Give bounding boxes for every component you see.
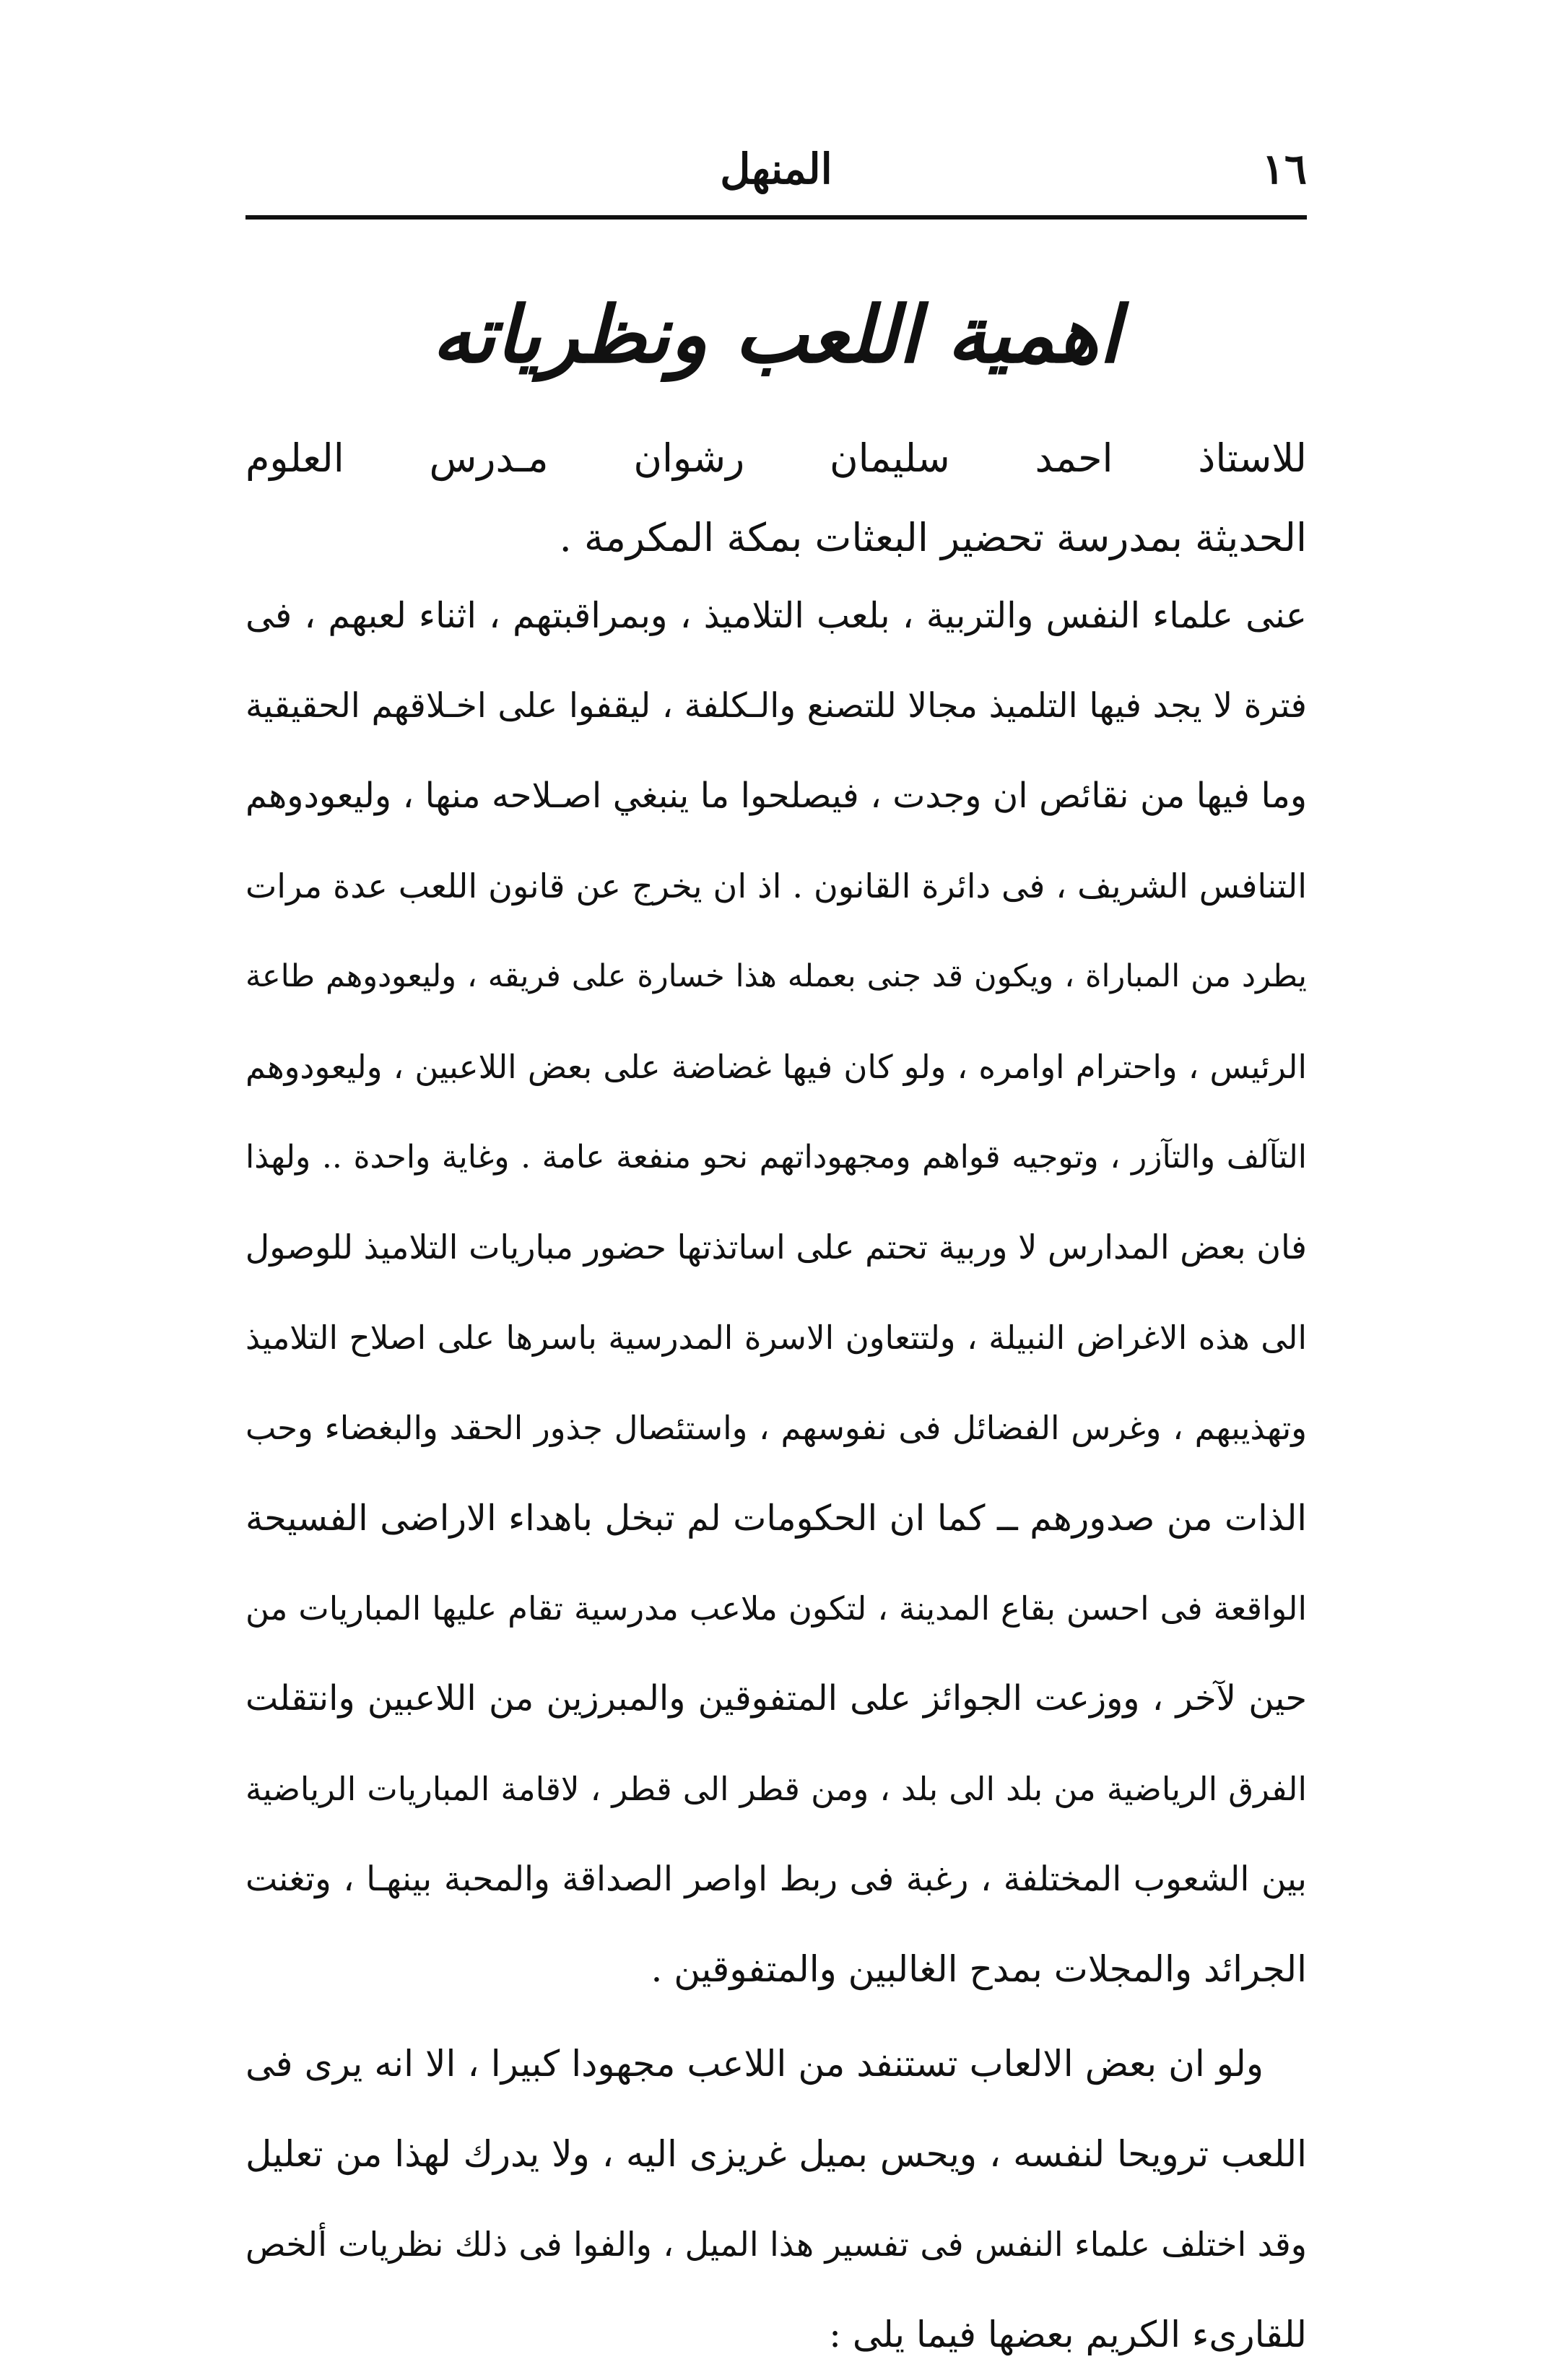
text-line: الجرائد والمجلات بمدح الغالبين والمتفوقين . — [651, 1948, 1307, 1990]
text-line: الرئيس ، واحترام اوامره ، ولو كان فيها غضاضة على بعض اللاعبين ، وليعودوهم — [245, 1048, 1307, 1086]
text-line: وما فيها من نقائص ان وجدت ، فيصلحوا ما ينبغي اصـلاحه منها ، وليعودوهم — [245, 776, 1308, 816]
text-line: التآلف والتآزر ، وتوجيه قواهم ومجهوداتهم نحو منفعة عامة . وغاية واحدة .. ولهذا — [245, 1139, 1307, 1176]
byline — [245, 419, 1307, 578]
text-line: الواقعة فى احسن بقاع المدينة ، لتكون ملاعب مدرسية تقام عليها المباريات من — [245, 1589, 1307, 1628]
text-line: عنى علماء النفس والتربية ، بلعب التلاميذ ، وبمراقبتهم ، اثناء لعبهم ، فى — [245, 595, 1307, 636]
text-line: الذات من صدورهم ــ كما ان الحكومات لم تبخل باهداء الاراضى الفسيحة — [245, 1498, 1307, 1539]
text-line: فترة لا يجد فيها التلميذ مجالا للتصنع والـكلفة ، ليقفوا على اخـلاقهم الحقيقية — [245, 686, 1307, 726]
text-line: ولو ان بعض الالعاب تستنفد من اللاعب مجهودا كبيرا ، الا انه يرى فى — [245, 2043, 1264, 2085]
journal-name: المنهل — [720, 144, 832, 194]
text-line: وقد اختلف علماء النفس فى تفسير هذا الميل ، والفوا فى ذلك نظريات ألخص — [245, 2225, 1307, 2264]
text-line: التنافس الشريف ، فى دائرة القانون . اذ ان يخرج عن قانون اللعب عدة مرات — [245, 867, 1307, 905]
paragraph-2 — [245, 2019, 1307, 2380]
header-rule — [245, 215, 1307, 220]
text-line: فان بعض المدارس لا وربية تحتم على اساتذتها حضور مباريات التلاميذ للوصول — [245, 1228, 1307, 1267]
running-header — [245, 137, 1307, 202]
text-line: للقارىء الكريم بعضها فيما يلى : — [829, 2314, 1307, 2355]
page-number: ١٦ — [1261, 144, 1307, 194]
text-line: حين لآخر ، ووزعت الجوائز على المتفوقين والمبرزين من اللاعبين وانتقلت — [245, 1678, 1307, 1719]
article-title: اهمية اللعب ونظرياته — [432, 290, 1121, 381]
text-line: الى هذه الاغراض النبيلة ، ولتتعاون الاسرة المدرسية باسرها على اصلاح التلاميذ — [245, 1319, 1307, 1357]
text-line: الفرق الرياضية من بلد الى بلد ، ومن قطر الى قطر ، لاقامة المباريات الرياضية — [245, 1770, 1307, 1808]
text-line: اللعب ترويحا لنفسه ، ويحس بميل غريزى اليه ، ولا يدرك لهذا من تعليل — [245, 2133, 1307, 2175]
text-line: وتهذيبهم ، وغرس الفضائل فى نفوسهم ، واستئصال جذور الحقد والبغضاء وحب — [245, 1409, 1307, 1447]
byline-line: الحديثة بمدرسة تحضير البعثات بمكة المكرمة . — [559, 515, 1307, 560]
byline-line: للاستاذ احمد سليمان رشوان مـدرس العلوم — [245, 435, 1307, 481]
article-body — [245, 570, 1307, 2380]
text-line: يطرد من المباراة ، ويكون قد جنى بعمله هذا خسارة على فريقه ، وليعودوهم طاعة — [245, 958, 1307, 994]
text-line: بين الشعوب المختلفة ، رغبة فى ربط اواصر الصداقة والمحبة بينهـا ، وتغنت — [245, 1859, 1307, 1899]
paragraph-1 — [245, 570, 1307, 2015]
